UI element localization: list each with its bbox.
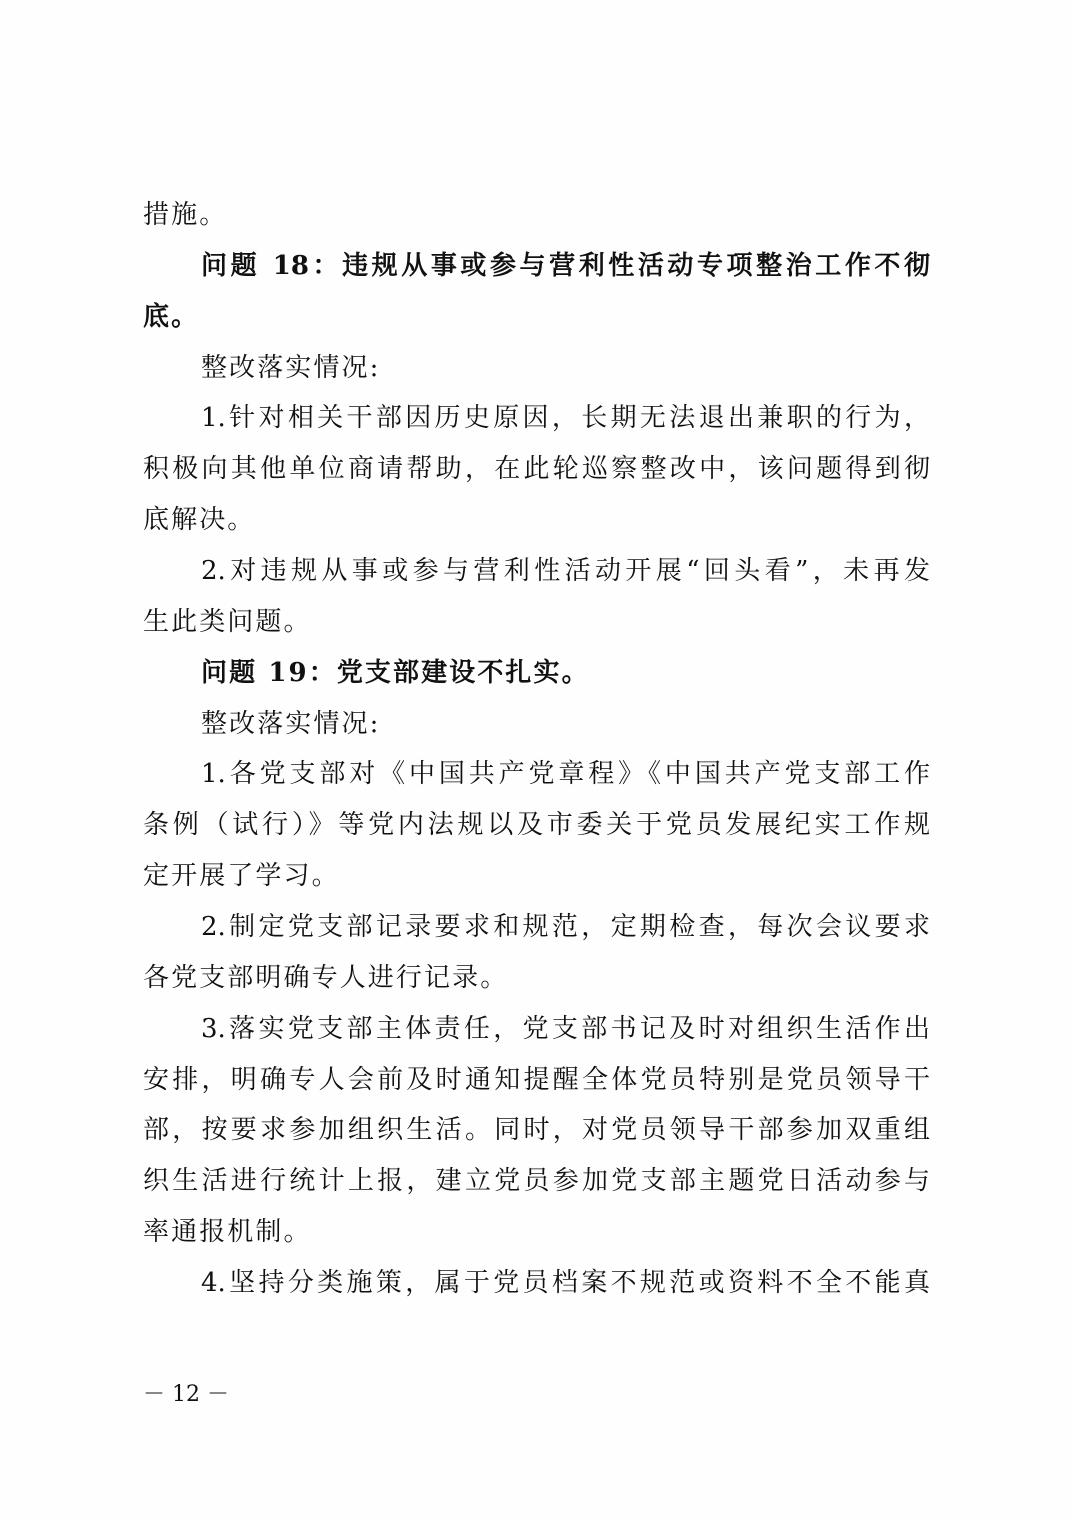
text-line: 积极向其他单位商请帮助，在此轮巡察整改中，该问题得到彻: [143, 454, 930, 485]
body-text: [143, 190, 930, 1309]
page-number: － 12 －: [143, 1382, 229, 1407]
paragraph-continuation: [143, 190, 930, 241]
text-line: 底。: [143, 301, 200, 332]
text-line: 整改落实情况:: [201, 352, 381, 383]
text-line: 措施。: [143, 200, 228, 230]
text-line: 各党支部明确专人进行记录。: [143, 962, 509, 993]
text-line: 底解决。: [143, 505, 256, 536]
text-line: 问题 19：党支部建设不扎实。: [201, 657, 590, 688]
rectification-label: [143, 343, 930, 394]
text-line: 1.各党支部对《中国共产党章程》《中国共产党支部工作: [201, 759, 930, 790]
text-line: 生此类问题。: [143, 606, 312, 637]
text-line: 织生活进行统计上报，建立党员参加党支部主题党日活动参与: [143, 1166, 930, 1197]
text-line: 部，按要求参加组织生活。同时，对党员领导干部参加双重组: [143, 1115, 930, 1146]
text-line: 2.对违规从事或参与营利性活动开展“回头看”，未再发: [201, 556, 930, 587]
text-line: 条例（试行）》等党内法规以及市委关于党员发展纪实工作规: [143, 810, 930, 841]
text-line: 定开展了学习。: [143, 861, 340, 892]
text-line: 安排，明确专人会前及时通知提醒全体党员特别是党员领导干: [143, 1064, 930, 1095]
issue-18-item-1: [143, 393, 930, 546]
text-line: 2.制定党支部记录要求和规范，定期检查，每次会议要求: [201, 912, 930, 943]
text-line: 率通报机制。: [143, 1217, 312, 1248]
text-line: 整改落实情况:: [201, 708, 381, 739]
issue-19-item-3: [143, 1004, 930, 1258]
issue-19-item-2: [143, 902, 930, 1004]
text-line: 4.坚持分类施策，属于党员档案不规范或资料不全不能真: [201, 1268, 930, 1299]
issue-19-heading: [143, 648, 930, 699]
rectification-label: [143, 699, 930, 750]
text-line: 1.针对相关干部因历史原因，长期无法退出兼职的行为，: [201, 403, 930, 434]
issue-18-item-2: [143, 546, 930, 648]
issue-19-item-1: [143, 749, 930, 902]
text-line: 3.落实党支部主体责任，党支部书记及时对组织生活作出: [201, 1013, 930, 1044]
issue-18-heading: [143, 241, 930, 343]
issue-19-item-4: [143, 1258, 930, 1309]
text-line: 问题 18：违规从事或参与营利性活动专项整治工作不彻: [201, 250, 930, 281]
